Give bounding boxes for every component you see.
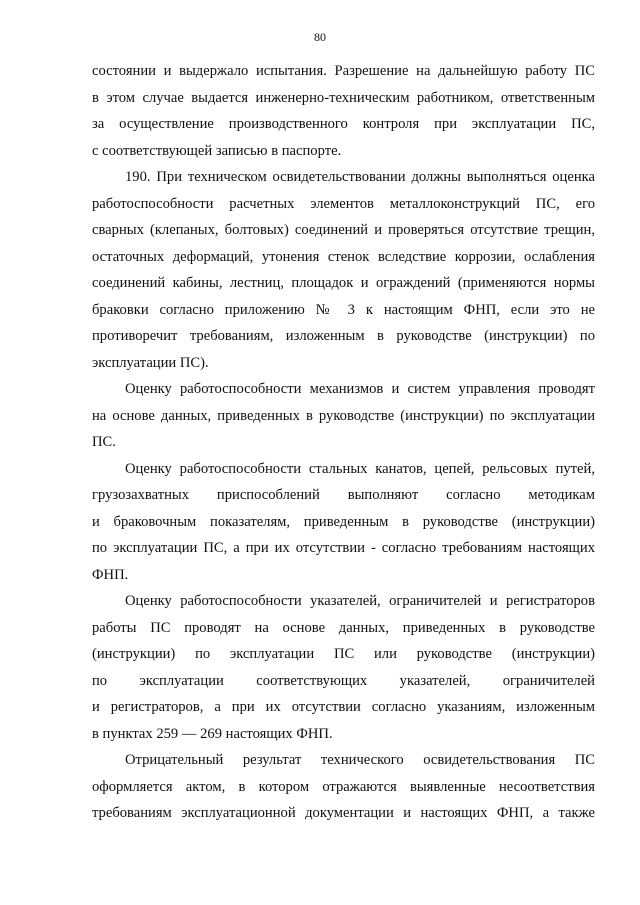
text-line: работоспособности расчетных элементов металлоконструкций ПС, его	[92, 195, 595, 212]
paragraph	[92, 164, 595, 376]
text-line: ПС.	[92, 434, 116, 450]
text-line: Оценку работоспособности указателей, ограничителей и регистраторов	[125, 593, 595, 609]
text-line: и регистраторов, а при их отсутствии согласно указаниям, изложенным	[92, 699, 595, 715]
text-line: в пунктах 259 — 269 настоящих ФНП.	[92, 725, 333, 742]
text-line: за осуществление производственного контроля при эксплуатации ПС,	[92, 116, 595, 132]
text-line: и браковочным показателям, приведенным в руководстве (инструкции)	[92, 513, 595, 530]
text-line: противоречит требованиям, изложенным в руководстве (инструкции) по	[92, 328, 595, 344]
text-line: остаточных деформаций, утонения стенок вследствие коррозии, ослабления	[92, 248, 595, 265]
text-line: (инструкции) по эксплуатации ПС или руководстве (инструкции)	[92, 646, 595, 662]
text-line: по эксплуатации соответствующих указателей, ограничителей	[92, 672, 595, 689]
text-line: 190. При техническом освидетельствовании должны выполняться оценка	[125, 169, 595, 185]
paragraph	[92, 456, 595, 589]
text-line: по эксплуатации ПС, а при их отсутствии - согласно требованиям настоящих	[92, 540, 595, 556]
text-line: Оценку работоспособности механизмов и систем управления проводят	[125, 381, 595, 397]
text-line: эксплуатации ПС).	[92, 354, 209, 371]
text-line: на основе данных, приведенных в руководстве (инструкции) по эксплуатации	[92, 407, 595, 424]
text-line: сварных (клепаных, болтовых) соединений и проверяться отсутствие трещин,	[92, 222, 595, 238]
text-line: требованиям эксплуатационной документации и настоящих ФНП, а также	[92, 805, 595, 821]
paragraph	[92, 588, 595, 747]
text-line: с соответствующей записью в паспорте.	[92, 142, 342, 159]
text-line: Оценку работоспособности стальных канатов, цепей, рельсовых путей,	[125, 460, 595, 477]
text-line: в этом случае выдается инженерно-техническим работником, ответственным	[92, 89, 595, 106]
text-line: ФНП.	[92, 566, 129, 583]
text-line: Отрицательный результат технического освидетельствования ПС	[125, 752, 595, 768]
text-line: соединений кабины, лестниц, площадок и ограждений (применяются нормы	[92, 275, 595, 291]
text-line: работы ПС проводят на основе данных, приведенных в руководстве	[92, 619, 595, 636]
paragraph	[92, 376, 595, 456]
text-line: состоянии и выдержало испытания. Разрешение на дальнейшую работу ПС	[92, 63, 595, 79]
page-number: 80	[314, 30, 326, 44]
text-line: браковки согласно приложению № 3 к настоящим ФНП, если это не	[92, 301, 595, 318]
document-body	[92, 58, 595, 827]
text-line: оформляется актом, в котором отражаются выявленные несоответствия	[92, 778, 595, 795]
paragraph	[92, 747, 595, 827]
paragraph	[92, 58, 595, 164]
text-line: грузозахватных приспособлений выполняют согласно методикам	[92, 487, 595, 503]
